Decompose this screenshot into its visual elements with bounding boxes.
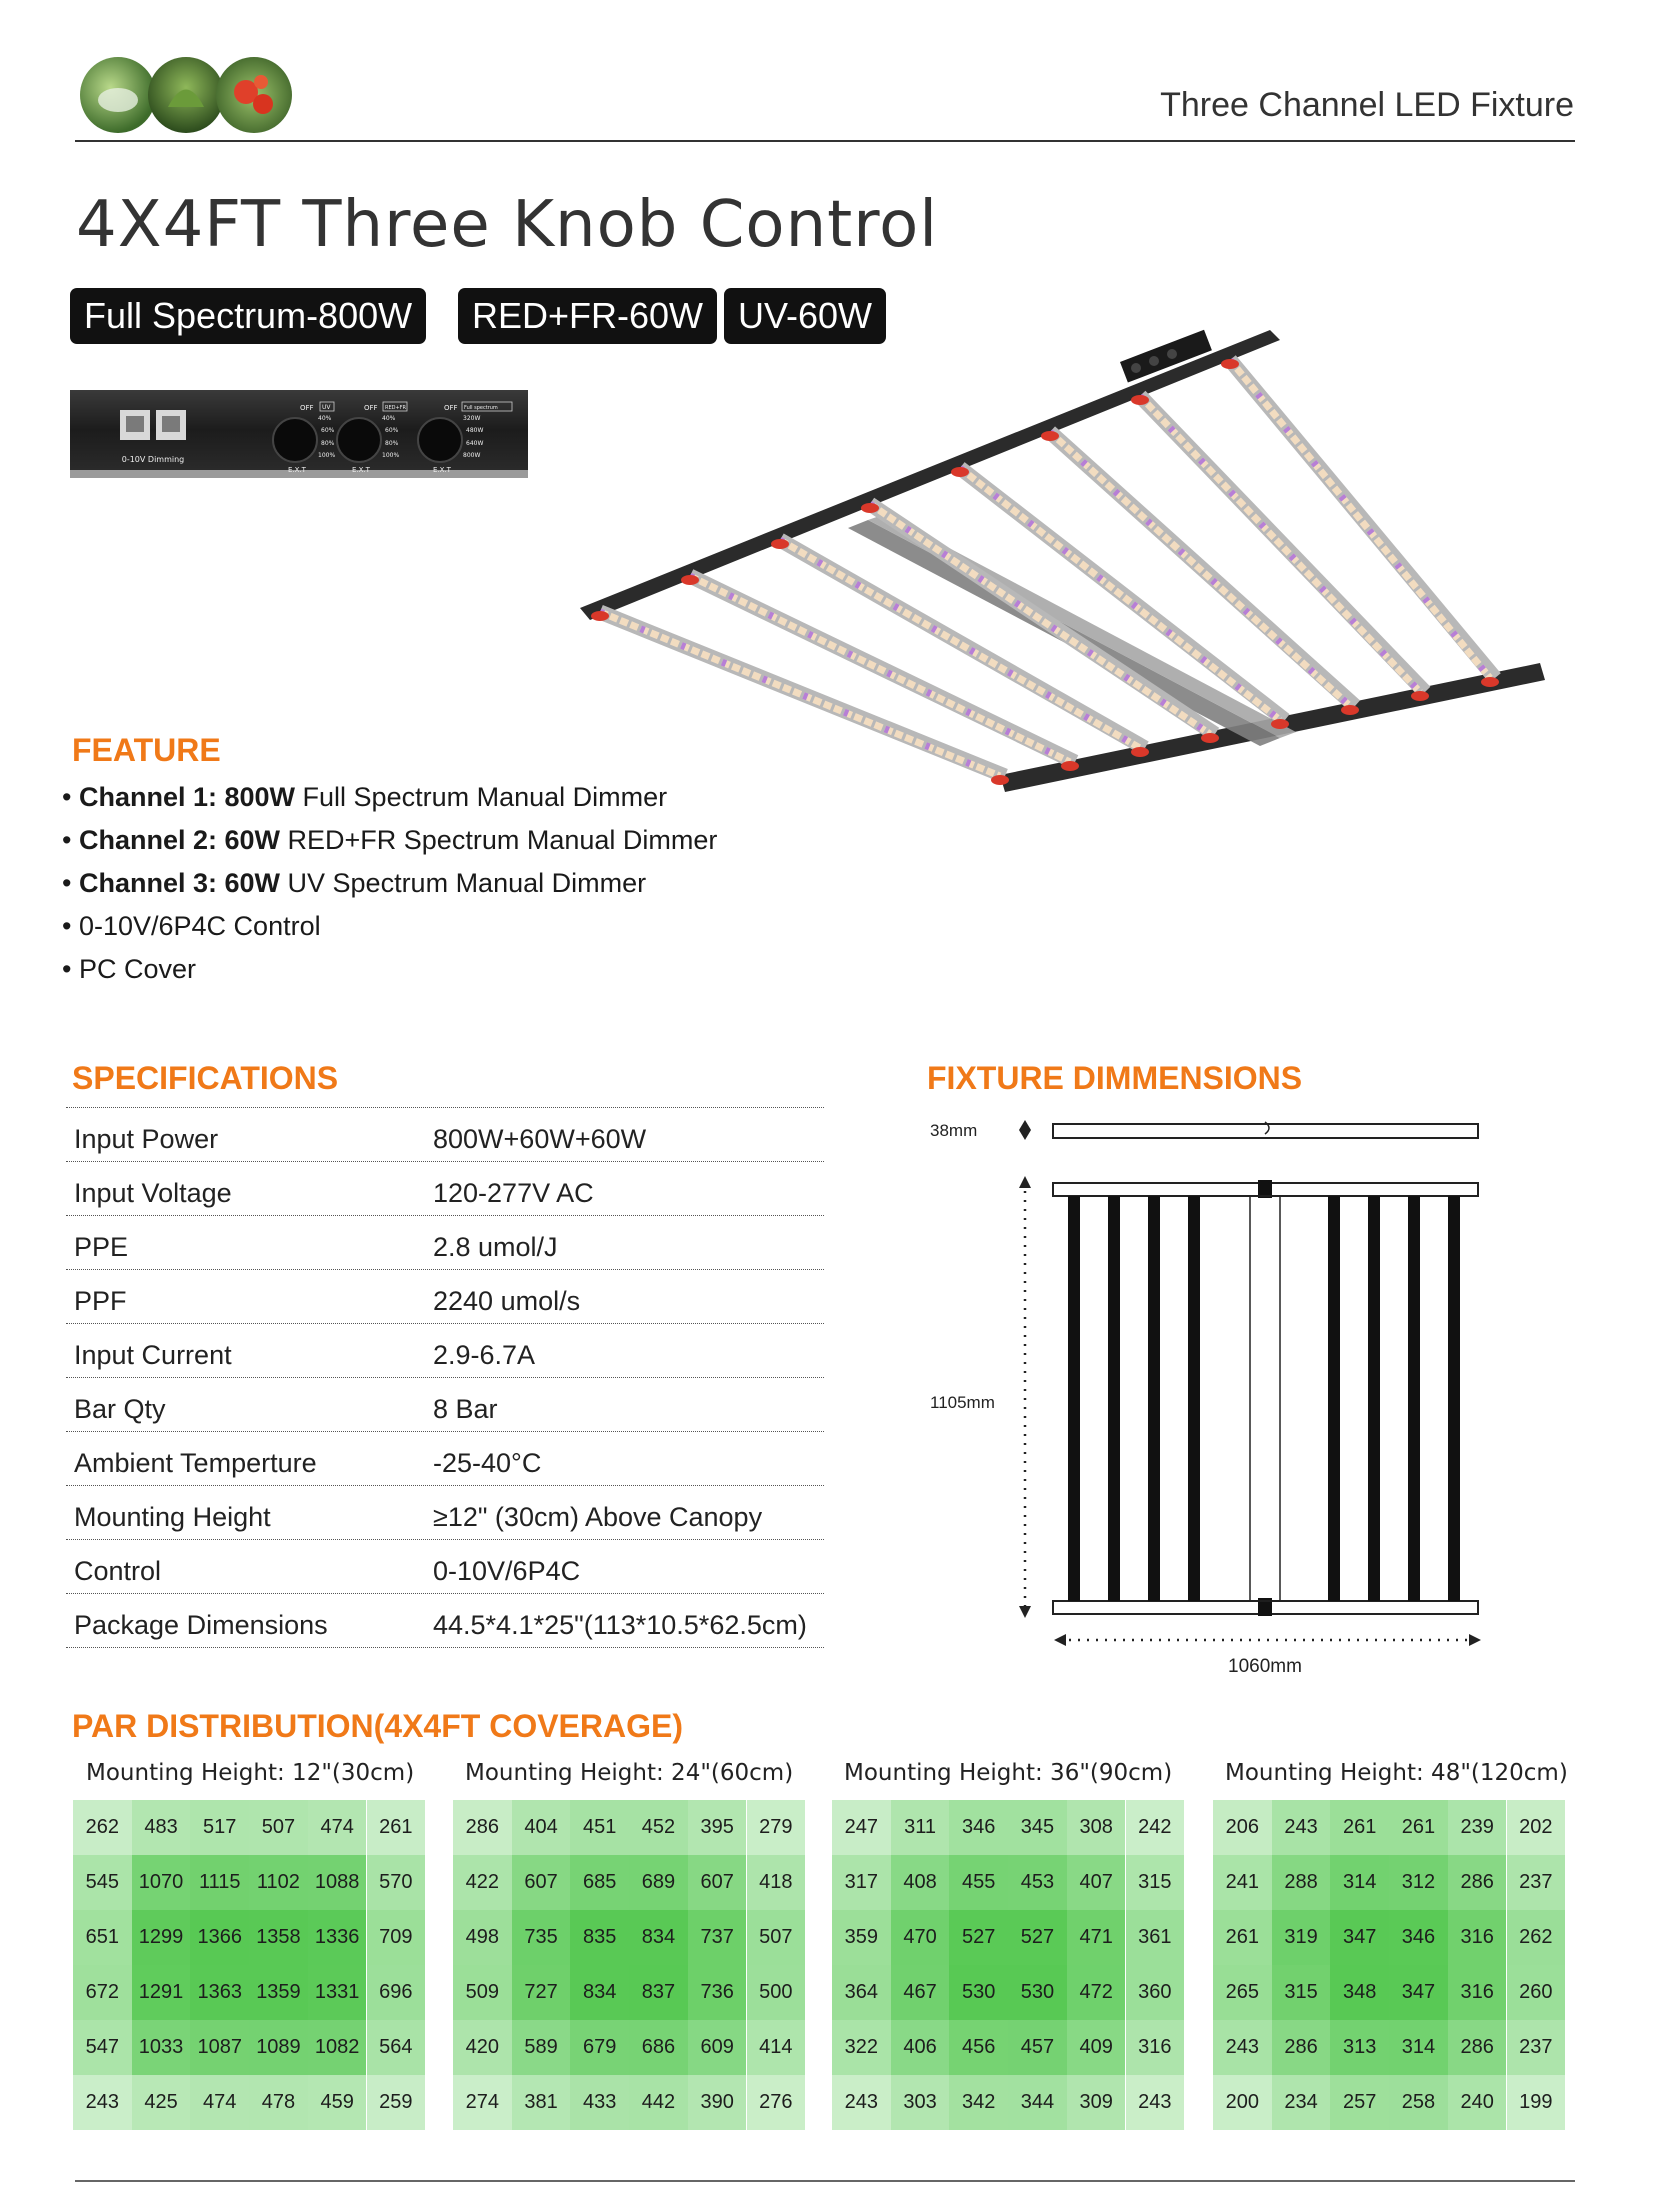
par-cell: 247	[832, 1800, 891, 1855]
svg-text:OFF: OFF	[364, 404, 378, 412]
svg-text:640W: 640W	[466, 440, 484, 447]
par-cell: 234	[1272, 2075, 1331, 2130]
par-cell: 1331	[308, 1965, 367, 2020]
par-cell: 1102	[249, 1855, 308, 1910]
par-grid-48in	[1213, 1800, 1565, 2130]
spec-row	[66, 1161, 824, 1216]
arrow-right-icon	[1469, 1634, 1481, 1646]
svg-text:100%: 100%	[318, 452, 336, 459]
par-cell: 425	[132, 2075, 191, 2130]
par-cell: 470	[891, 1910, 950, 1965]
spec-row	[66, 1269, 824, 1324]
tag-red-fr: RED+FR-60W	[458, 288, 717, 344]
par-cell: 395	[688, 1800, 747, 1855]
par-cell: 1088	[308, 1855, 367, 1910]
par-cell: 316	[1448, 1910, 1507, 1965]
footer-divider	[75, 2180, 1575, 2182]
par-cell: 547	[73, 2020, 132, 2075]
par-cell: 409	[1067, 2020, 1126, 2075]
feature-heading: FEATURE	[72, 732, 221, 768]
par-cell: 406	[891, 2020, 950, 2075]
spec-label: PPE	[74, 1232, 129, 1262]
diamond-arrow-icon	[1019, 1120, 1031, 1140]
par-cell: 274	[453, 2075, 512, 2130]
led-fixture-image	[580, 320, 1550, 820]
par-cell: 344	[1008, 2075, 1067, 2130]
par-cell: 316	[1448, 1965, 1507, 2020]
tag-uv: UV-60W	[724, 288, 886, 344]
svg-text:Full spectrum: Full spectrum	[464, 405, 498, 411]
par-cell: 527	[1008, 1910, 1067, 1965]
width-dimension-label: 1060mm	[1228, 1656, 1302, 1677]
control-panel-image	[70, 390, 528, 478]
par-cell: 316	[1126, 2020, 1185, 2075]
par-cell: 308	[1067, 1800, 1126, 1855]
par-cell: 1033	[132, 2020, 191, 2075]
par-cell: 265	[1213, 1965, 1272, 2020]
par-cell: 472	[1067, 1965, 1126, 2020]
par-cell: 261	[367, 1800, 426, 1855]
par-cell: 507	[249, 1800, 308, 1855]
svg-text:40%: 40%	[318, 415, 332, 422]
arrow-left-icon	[1054, 1634, 1066, 1646]
par-cell: 404	[512, 1800, 571, 1855]
par-cell: 241	[1213, 1855, 1272, 1910]
par-cell: 527	[949, 1910, 1008, 1965]
par-cell: 737	[688, 1910, 747, 1965]
spec-value: 800W+60W+60W	[433, 1124, 647, 1154]
port-label: 0-10V Dimming	[121, 455, 185, 464]
par-cell: 1299	[132, 1910, 191, 1965]
svg-text:100%: 100%	[382, 452, 400, 459]
par-cell: 361	[1126, 1910, 1185, 1965]
par-cell: 837	[629, 1965, 688, 2020]
feature-item: • 0-10V/6P4C Control	[62, 911, 321, 941]
par-cell: 478	[249, 2075, 308, 2130]
par-cell: 317	[832, 1855, 891, 1910]
spec-value: 8 Bar	[433, 1394, 498, 1424]
par-cell: 345	[1008, 1800, 1067, 1855]
spec-row	[66, 1377, 824, 1432]
spec-row	[66, 1539, 824, 1594]
par-cell: 239	[1448, 1800, 1507, 1855]
spec-row	[66, 1107, 824, 1162]
par-cell: 315	[1126, 1855, 1185, 1910]
par-cell: 433	[570, 2075, 629, 2130]
par-cell: 498	[453, 1910, 512, 1965]
svg-text:OFF: OFF	[300, 404, 314, 412]
par-cell: 507	[747, 1910, 806, 1965]
spec-label: Control	[74, 1556, 162, 1586]
arrow-up-icon	[1019, 1176, 1031, 1188]
svg-text:80%: 80%	[321, 440, 335, 447]
par-cell: 408	[891, 1855, 950, 1910]
par-cell: 1336	[308, 1910, 367, 1965]
par-cell: 360	[1126, 1965, 1185, 2020]
par-cell: 651	[73, 1910, 132, 1965]
spec-value: 120-277V AC	[433, 1178, 594, 1208]
spec-row	[66, 1431, 824, 1486]
spec-label: Ambient Temperture	[74, 1448, 317, 1478]
par-cell: 570	[367, 1855, 426, 1910]
spec-label: PPF	[74, 1286, 127, 1316]
par-cell: 686	[629, 2020, 688, 2075]
par-cell: 347	[1330, 1910, 1389, 1965]
document-title: Three Channel LED Fixture	[1160, 86, 1574, 124]
spec-value: 44.5*4.1*25"(113*10.5*62.5cm)	[433, 1610, 807, 1640]
par-caption-36in: Mounting Height: 36"(90cm)	[844, 1760, 1173, 1786]
par-cell: 286	[453, 1800, 512, 1855]
par-cell: 1291	[132, 1965, 191, 2020]
par-cell: 257	[1330, 2075, 1389, 2130]
svg-text:E.X.T: E.X.T	[352, 466, 370, 474]
par-cell: 313	[1330, 2020, 1389, 2075]
spec-value: 2.8 umol/J	[433, 1232, 558, 1262]
par-grid-12in	[73, 1800, 425, 2130]
par-cell: 322	[832, 2020, 891, 2075]
spec-row	[66, 1485, 824, 1540]
svg-text:E.X.T: E.X.T	[433, 466, 451, 474]
par-cell: 311	[891, 1800, 950, 1855]
spec-label: Input Voltage	[74, 1178, 232, 1208]
par-cell: 286	[1272, 2020, 1331, 2075]
par-cell: 342	[949, 2075, 1008, 2130]
feature-item: • Channel 1: 800W Full Spectrum Manual Dimmer	[62, 782, 668, 812]
par-cell: 237	[1507, 2020, 1566, 2075]
par-cell: 685	[570, 1855, 629, 1910]
par-cell: 262	[1507, 1910, 1566, 1965]
spec-row	[66, 1215, 824, 1270]
svg-text:OFF: OFF	[444, 404, 458, 412]
plant-photos-logo	[78, 52, 292, 138]
par-cell: 260	[1507, 1965, 1566, 2020]
par-cell: 442	[629, 2075, 688, 2130]
par-cell: 314	[1389, 2020, 1448, 2075]
svg-text:60%: 60%	[385, 427, 399, 434]
par-cell: 736	[688, 1965, 747, 2020]
spec-label: Package Dimensions	[74, 1610, 328, 1640]
par-cell: 202	[1507, 1800, 1566, 1855]
svg-text:800W: 800W	[463, 452, 481, 459]
par-cell: 679	[570, 2020, 629, 2075]
par-cell: 243	[1272, 1800, 1331, 1855]
par-cell: 243	[73, 2075, 132, 2130]
dimension-drawing	[920, 1100, 1520, 1690]
par-cell: 422	[453, 1855, 512, 1910]
feature-item: • PC Cover	[62, 954, 196, 984]
svg-text:40%: 40%	[382, 415, 396, 422]
par-cell: 381	[512, 2075, 571, 2130]
par-caption-48in: Mounting Height: 48"(120cm)	[1225, 1760, 1568, 1786]
par-cell: 1363	[190, 1965, 249, 2020]
par-cell: 1366	[190, 1910, 249, 1965]
par-cell: 530	[949, 1965, 1008, 2020]
par-cell: 835	[570, 1910, 629, 1965]
par-cell: 471	[1067, 1910, 1126, 1965]
par-cell: 303	[891, 2075, 950, 2130]
arrow-down-icon	[1019, 1606, 1031, 1618]
par-cell: 414	[747, 2020, 806, 2075]
par-cell: 286	[1448, 1855, 1507, 1910]
par-cell: 420	[453, 2020, 512, 2075]
par-cell: 589	[512, 2020, 571, 2075]
par-cell: 309	[1067, 2075, 1126, 2130]
par-cell: 1115	[190, 1855, 249, 1910]
par-cell: 509	[453, 1965, 512, 2020]
svg-text:E.X.T: E.X.T	[288, 466, 306, 474]
par-grid-24in	[453, 1800, 805, 2130]
svg-text:RED+FR: RED+FR	[385, 405, 407, 411]
length-dimension-label: 1105mm	[930, 1393, 995, 1412]
par-cell: 276	[747, 2075, 806, 2130]
svg-text:80%: 80%	[385, 440, 399, 447]
par-cell: 314	[1330, 1855, 1389, 1910]
par-cell: 1359	[249, 1965, 308, 2020]
par-cell: 390	[688, 2075, 747, 2130]
par-cell: 457	[1008, 2020, 1067, 2075]
par-cell: 237	[1507, 1855, 1566, 1910]
par-cell: 348	[1330, 1965, 1389, 2020]
par-cell: 834	[570, 1965, 629, 2020]
par-cell: 206	[1213, 1800, 1272, 1855]
par-cell: 242	[1126, 1800, 1185, 1855]
par-cell: 709	[367, 1910, 426, 1965]
par-cell: 261	[1389, 1800, 1448, 1855]
par-cell: 319	[1272, 1910, 1331, 1965]
par-cell: 1087	[190, 2020, 249, 2075]
spec-value: 0-10V/6P4C	[433, 1556, 581, 1586]
spec-row	[66, 1323, 824, 1378]
par-cell: 696	[367, 1965, 426, 2020]
par-cell: 474	[308, 1800, 367, 1855]
par-cell: 1070	[132, 1855, 191, 1910]
par-cell: 1358	[249, 1910, 308, 1965]
par-cell: 243	[1126, 2075, 1185, 2130]
par-cell: 459	[308, 2075, 367, 2130]
par-cell: 243	[832, 2075, 891, 2130]
par-cell: 240	[1448, 2075, 1507, 2130]
height-dimension-label: 38mm	[930, 1121, 978, 1140]
par-cell: 834	[629, 1910, 688, 1965]
par-cell: 200	[1213, 2075, 1272, 2130]
par-cell: 545	[73, 1855, 132, 1910]
par-caption-24in: Mounting Height: 24"(60cm)	[465, 1760, 794, 1786]
par-cell: 607	[512, 1855, 571, 1910]
par-heading: PAR DISTRIBUTION(4X4FT COVERAGE)	[72, 1708, 683, 1744]
par-cell: 689	[629, 1855, 688, 1910]
par-cell: 288	[1272, 1855, 1331, 1910]
par-cell: 451	[570, 1800, 629, 1855]
spec-value: 2240 umol/s	[433, 1286, 581, 1316]
par-cell: 286	[1448, 2020, 1507, 2075]
feature-item: • Channel 2: 60W RED+FR Spectrum Manual Dimmer	[62, 825, 718, 855]
par-cell: 609	[688, 2020, 747, 2075]
spec-value: ≥12" (30cm) Above Canopy	[433, 1502, 763, 1532]
par-cell: 607	[688, 1855, 747, 1910]
tag-full-spectrum: Full Spectrum-800W	[70, 288, 426, 344]
par-cell: 359	[832, 1910, 891, 1965]
par-caption-12in: Mounting Height: 12"(30cm)	[86, 1760, 415, 1786]
par-cell: 1082	[308, 2020, 367, 2075]
par-cell: 407	[1067, 1855, 1126, 1910]
par-cell: 735	[512, 1910, 571, 1965]
spec-label: Mounting Height	[74, 1502, 271, 1532]
par-cell: 1089	[249, 2020, 308, 2075]
par-cell: 455	[949, 1855, 1008, 1910]
par-cell: 261	[1213, 1910, 1272, 1965]
par-cell: 672	[73, 1965, 132, 2020]
par-cell: 530	[1008, 1965, 1067, 2020]
par-cell: 474	[190, 2075, 249, 2130]
svg-text:480W: 480W	[466, 427, 484, 434]
par-cell: 279	[747, 1800, 806, 1855]
par-cell: 500	[747, 1965, 806, 2020]
par-cell: 315	[1272, 1965, 1331, 2020]
specifications-heading: SPECIFICATIONS	[72, 1060, 339, 1096]
page-title: 4X4FT Three Knob Control	[76, 188, 939, 262]
par-cell: 259	[367, 2075, 426, 2130]
feature-item: • Channel 3: 60W UV Spectrum Manual Dimmer	[62, 868, 647, 898]
par-cell: 199	[1507, 2075, 1566, 2130]
par-cell: 483	[132, 1800, 191, 1855]
par-cell: 517	[190, 1800, 249, 1855]
par-grid-36in	[832, 1800, 1184, 2130]
par-cell: 456	[949, 2020, 1008, 2075]
par-cell: 261	[1330, 1800, 1389, 1855]
svg-text:60%: 60%	[321, 427, 335, 434]
par-cell: 262	[73, 1800, 132, 1855]
par-cell: 243	[1213, 2020, 1272, 2075]
par-cell: 347	[1389, 1965, 1448, 2020]
spec-row	[66, 1593, 824, 1648]
par-cell: 564	[367, 2020, 426, 2075]
spec-label: Bar Qty	[74, 1394, 166, 1424]
par-cell: 467	[891, 1965, 950, 2020]
par-cell: 312	[1389, 1855, 1448, 1910]
par-cell: 346	[949, 1800, 1008, 1855]
header-divider	[75, 140, 1575, 142]
svg-text:UV: UV	[322, 404, 331, 411]
par-cell: 258	[1389, 2075, 1448, 2130]
spec-value: -25-40°C	[433, 1448, 542, 1478]
par-cell: 452	[629, 1800, 688, 1855]
spec-label: Input Power	[74, 1124, 219, 1154]
par-cell: 346	[1389, 1910, 1448, 1965]
par-cell: 727	[512, 1965, 571, 2020]
spec-value: 2.9-6.7A	[433, 1340, 536, 1370]
par-cell: 453	[1008, 1855, 1067, 1910]
par-cell: 418	[747, 1855, 806, 1910]
dimensions-heading: FIXTURE DIMMENSIONS	[927, 1060, 1303, 1096]
spec-label: Input Current	[74, 1340, 232, 1370]
par-cell: 364	[832, 1965, 891, 2020]
svg-text:320W: 320W	[463, 415, 481, 422]
